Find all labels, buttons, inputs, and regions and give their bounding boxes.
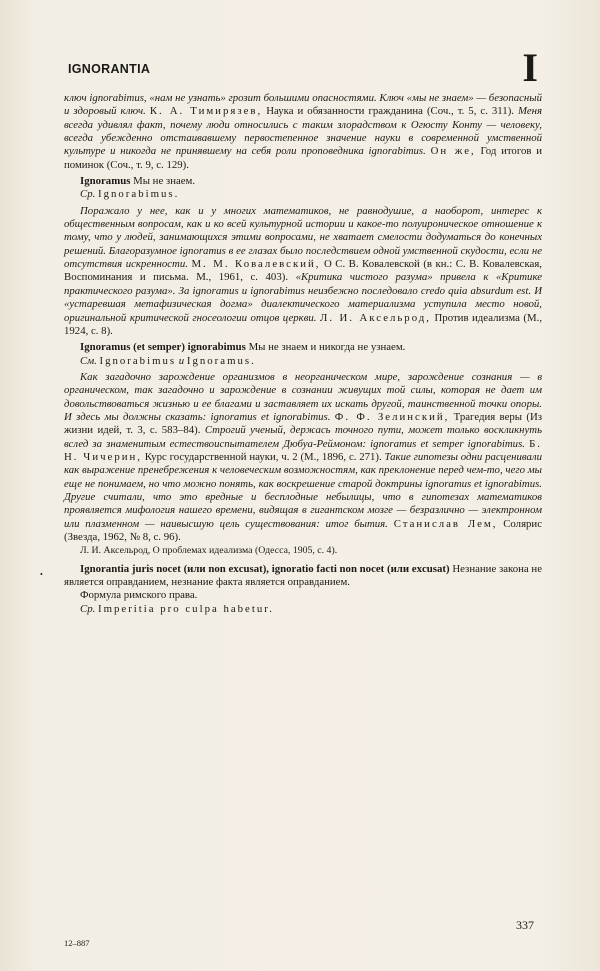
section-letter: I <box>522 45 538 90</box>
page-number: 337 <box>516 918 534 932</box>
cross-reference-conjunction: и <box>178 354 185 367</box>
entry-headword: Ignorantia juris nocet <box>80 562 181 575</box>
quote-text: ключ ignorabimus, «нам не узнать» грозит большими опасностями. Ключ «мы не знаем» — безопасный и здоровый ключ. <box>64 92 542 118</box>
quote-source: Трагедия веры (Из жизни идей, т. 3, с. 583–84). <box>64 410 543 437</box>
entry-headword: Ignoramus <box>80 175 131 188</box>
quote-author: М. М. Ковалевский, <box>191 258 321 271</box>
quote-text: Такие гипотезы одни расценивали как выражение пренебрежения к человеческим возможностям, как преклонение перед чем-то, чего мы еще не понимаем, но что можно понять, как воскрешение старой доктрины ignoramus et ignorabimus. Другие считали, что это вредные и бесплодные небылицы, что в гипотезах математиков проявляется мифология нашего времени, видящая в гигантском мозге — безразлично — электронном или плазменном — наивысшую цель существования: итог бытия. <box>64 450 542 530</box>
entry-translation: Незнание закона не является оправданием, незнание факта является оправданием. <box>64 562 542 589</box>
citation-paragraph <box>64 205 542 338</box>
cross-reference-target: Ignorabimus <box>99 354 177 367</box>
quote-source: О С. В. Ковалевской (в кн.: С. В. Ковалевская, Воспоминания и письма. М., 1961, с. 403). <box>64 258 542 284</box>
quote-source: Солярис (Звезда, 1962, № 8, с. 96). <box>64 517 542 543</box>
cross-reference <box>64 355 542 368</box>
quote-text: Меня всегда удивлял факт, почему люди относились с таким злорадством к Огюсту Конту — человеку, всегда убежденно отстаивавшему первостепенное значение науки в современной умственной культуре и никогда не принявшему на себя роли проповедника ignorabimus. <box>64 105 543 158</box>
quote-text: Поражало у нее, как и у многих математиков, не равнодушие, а наоборот, интерес к общественным вопросам, как и ко всей культурной истории и какое-то полуироническое отношение к тому, что у людей, занимающихся этими вопросами, не хватает смелости додуматься до конечных решений. Благоразумное ignoramus в ее глазах было последствием одной умственной скудости, если не отсутствия искренности. <box>64 204 542 271</box>
margin-mark: • <box>40 570 43 579</box>
quote-author: Б. Н. Чичерин, <box>64 437 543 463</box>
quote-text: Строгий ученый, держась точного пути, может только воскликнуть вслед за знаменитым естествоиспытателем Дюбуа-Реймоном: ignoramus et semper ignorabimus. <box>64 424 542 450</box>
entry-ignoramus <box>64 175 542 188</box>
quote-author: К. А. Тимирязев, <box>149 105 263 118</box>
quote-text: Как загадочно зарождение организмов в неорганическом мире, зарождение сознания — в органическом, так загадочно и зарождение в сознании живущих той силы, которая не дает им довольствоваться жизнью и ее благами и заставляет их искать другой, таинственной точки опоры. И здесь мы должны сказать: ignoramus et ignorabimus. <box>64 370 542 423</box>
entry-ignoramus-et-semper <box>64 341 542 354</box>
printer-signature: 12–887 <box>64 938 90 948</box>
cross-reference-target: Imperitia pro culpa habetur. <box>98 602 274 615</box>
cross-reference-target: Ignorabimus. <box>98 188 180 201</box>
cross-reference-label: Ср. <box>80 188 96 201</box>
entry-headword: Ignoramus (et semper) ignorabimus <box>80 341 246 354</box>
quote-author: Станислав Лем, <box>393 517 498 530</box>
bibliographic-note: Л. И. Аксельрод, О проблемах идеализма (Одесса, 1905, с. 4). <box>80 545 338 557</box>
quote-author: Л. И. Аксельрод, <box>320 311 431 324</box>
entry-variant: (или non excusat), ignoratio facti non nocet (или excusat) <box>183 562 450 575</box>
quote-text: «Критика чистого разума» привела к «Критике практического разума». За ignoramus и ignorabimus неизбежно последовало credo quia absurdum est. И «устаревшая метафизическая догма» диалектического материализма уступила место новой, оригинальной критической гносеологии отцов церкви. <box>64 271 543 324</box>
cross-reference-label: Ср. <box>80 602 96 615</box>
quote-author: Он же, <box>430 145 476 158</box>
continuation-paragraph <box>64 92 542 172</box>
quote-source: Наука и обязанности гражданина (Соч., т. 5, с. 311). <box>266 105 514 118</box>
quote-author: Ф. Ф. Зелинский, <box>334 410 450 423</box>
dictionary-text <box>64 92 542 616</box>
cross-reference-label: См. <box>80 354 97 367</box>
entry-translation: Мы не знаем и никогда не узнаем. <box>248 341 406 354</box>
quote-source: Против идеализма (М., 1924, с. 8). <box>64 311 543 337</box>
citation-paragraph <box>64 371 542 544</box>
entry-source: Формула римского права. <box>80 589 198 602</box>
cross-reference <box>64 188 542 201</box>
quote-source: Курс государственной науки, ч. 2 (М., 1896, с. 271). <box>144 450 382 463</box>
cross-reference-target: Ignoramus. <box>186 354 256 367</box>
cross-reference <box>64 603 542 616</box>
entry-translation: Мы не знаем. <box>133 175 196 188</box>
entry-ignorantia-juris <box>64 563 542 590</box>
quote-source: Год итогов и поминок (Соч., т. 9, с. 129). <box>64 145 542 171</box>
running-head: IGNORANTIA <box>68 62 151 76</box>
